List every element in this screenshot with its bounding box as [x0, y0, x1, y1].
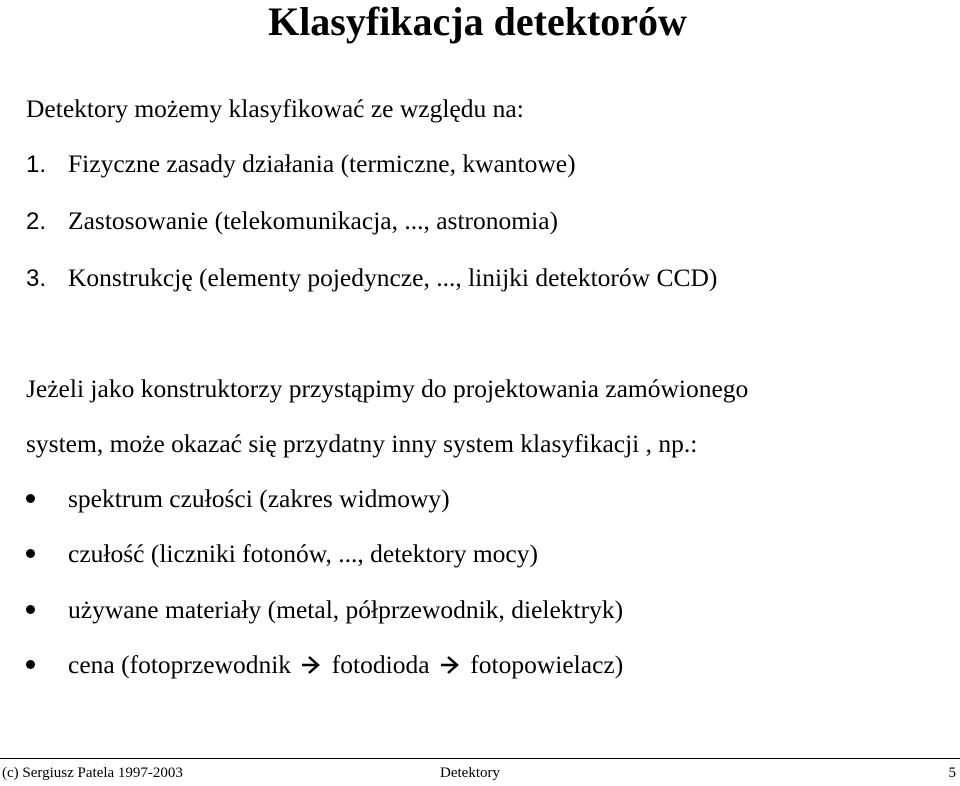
- bullet-text: czułość (liczniki fotonów, ..., detektory mocy): [68, 539, 538, 568]
- page-title: Klasyfikacja detektorów: [268, 0, 687, 44]
- numbered-item: [26, 149, 576, 180]
- bullet-text: fotodioda: [331, 650, 430, 679]
- numbered-item: [26, 263, 717, 294]
- arrow-right-icon: [440, 653, 460, 677]
- paragraph-line: system, może okazać się przydatny inny system klasyfikacji , np.:: [26, 429, 698, 458]
- footer-copyright: (c) Sergiusz Patela 1997-2003: [2, 765, 183, 781]
- item-number: 3.: [26, 265, 47, 292]
- item-text: Konstrukcję (elementy pojedyncze, ..., linijki detektorów CCD): [68, 263, 718, 292]
- item-text: Fizyczne zasady działania (termiczne, kwantowe): [68, 149, 576, 178]
- numbered-item: [26, 206, 558, 237]
- bullet-icon: [26, 660, 35, 669]
- bullet-item: [26, 650, 623, 680]
- bullet-text: cena (fotoprzewodnik: [68, 650, 292, 679]
- item-number: 1.: [26, 151, 47, 178]
- intro-text: Detektory możemy klasyfikować ze względu na:: [26, 94, 524, 123]
- bullet-icon: [26, 494, 35, 503]
- bullet-icon: [26, 605, 35, 614]
- bullet-item: [26, 484, 450, 514]
- bullet-item: [26, 595, 623, 625]
- paragraph-line: Jeżeli jako konstruktorzy przystąpimy do projektowania zamówionego: [26, 374, 749, 403]
- item-number: 2.: [26, 208, 47, 235]
- footer-title: Detektory: [440, 765, 500, 781]
- page-number: 5: [948, 765, 956, 781]
- arrow-right-icon: [301, 653, 321, 677]
- bullet-text: spektrum czułości (zakres widmowy): [68, 484, 450, 513]
- bullet-item: [26, 539, 538, 569]
- bullet-text: fotopowielacz): [470, 650, 624, 679]
- item-text: Zastosowanie (telekomunikacja, ..., astronomia): [68, 206, 559, 235]
- bullet-text: używane materiały (metal, półprzewodnik, dielektryk): [68, 595, 624, 624]
- footer-divider: [0, 758, 960, 759]
- bullet-icon: [26, 549, 35, 558]
